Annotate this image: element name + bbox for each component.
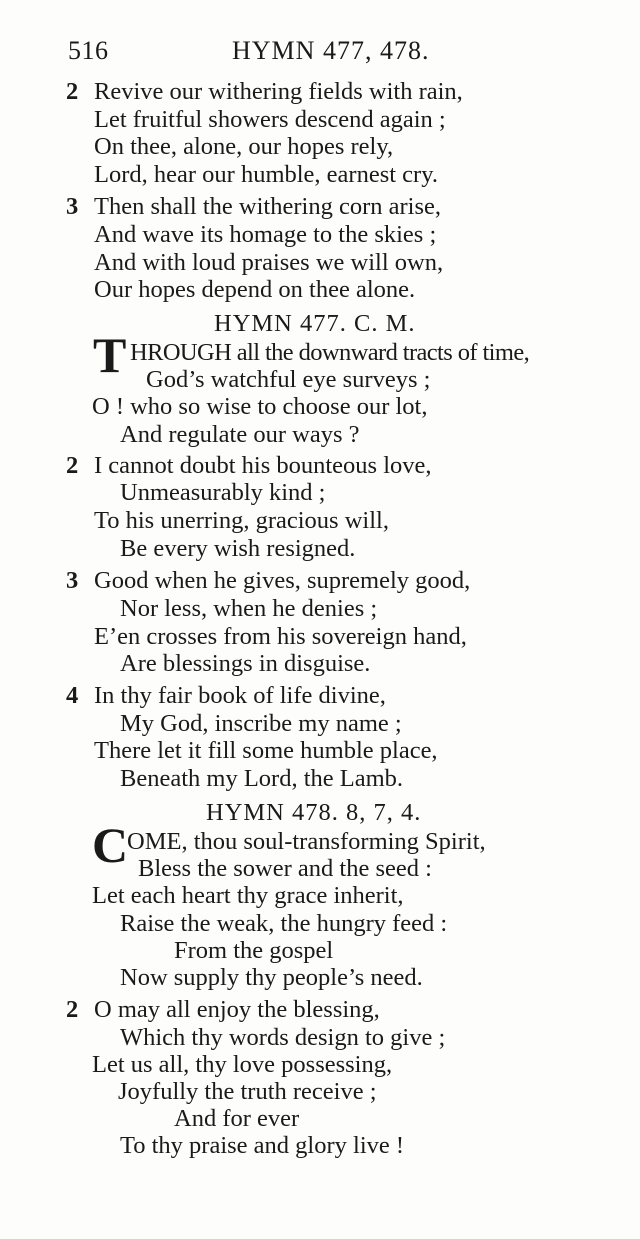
hymn-title: HYMN 477. C. M. bbox=[214, 310, 416, 337]
verse-line: Lord, hear our humble, earnest cry. bbox=[94, 161, 438, 188]
verse-line: Bless the sower and the seed : bbox=[138, 855, 432, 882]
verse-line: Which thy words design to give ; bbox=[120, 1024, 446, 1051]
verse-line: Joyfully the truth receive ; bbox=[118, 1078, 377, 1105]
verse-line: To thy praise and glory live ! bbox=[120, 1132, 405, 1159]
verse-line: Raise the weak, the hungry feed : bbox=[120, 910, 448, 937]
verse-line: Beneath my Lord, the Lamb. bbox=[120, 765, 404, 792]
verse-number: 2 bbox=[66, 78, 79, 105]
verse-line: And for ever bbox=[174, 1105, 300, 1132]
drop-cap: C bbox=[92, 817, 129, 873]
verse-line: Be every wish resigned. bbox=[120, 535, 356, 562]
verse-line: On thee, alone, our hopes rely, bbox=[94, 133, 394, 160]
verse-line: From the gospel bbox=[174, 937, 334, 964]
verse-line: Our hopes depend on thee alone. bbox=[94, 276, 416, 303]
verse-number: 3 bbox=[66, 193, 79, 220]
verse-line: Then shall the withering corn arise, bbox=[94, 193, 441, 220]
verse-line: And with loud praises we will own, bbox=[94, 249, 444, 276]
verse-line: Good when he gives, supremely good, bbox=[94, 567, 471, 594]
running-head: HYMN 477, 478. bbox=[232, 36, 430, 65]
verse-number: 2 bbox=[66, 996, 79, 1023]
verse-line: O ! who so wise to choose our lot, bbox=[92, 393, 428, 420]
verse-line: Let us all, thy love possessing, bbox=[92, 1051, 393, 1078]
verse-line: And wave its homage to the skies ; bbox=[94, 221, 437, 248]
verse-line: O may all enjoy the blessing, bbox=[94, 996, 380, 1023]
verse-line: OME, thou soul-transforming Spirit, bbox=[127, 828, 486, 855]
verse-line: To his unerring, gracious will, bbox=[94, 507, 389, 534]
verse-line: Are blessings in disguise. bbox=[120, 650, 371, 677]
verse-line: God’s watchful eye surveys ; bbox=[146, 366, 431, 393]
verse-line: HROUGH all the downward tracts of time, bbox=[130, 339, 530, 366]
hymn-title: HYMN 478. 8, 7, 4. bbox=[206, 799, 422, 826]
page-header bbox=[0, 36, 640, 70]
verse-line: My God, inscribe my name ; bbox=[120, 710, 402, 737]
page-number: 516 bbox=[68, 36, 109, 65]
verse-line: Revive our withering fields with rain, bbox=[94, 78, 463, 105]
verse-number: 2 bbox=[66, 452, 79, 479]
verse-line: There let it fill some humble place, bbox=[94, 737, 438, 764]
verse-line: Nor less, when he denies ; bbox=[120, 595, 378, 622]
verse-number: 4 bbox=[66, 682, 79, 709]
drop-cap: T bbox=[93, 327, 127, 383]
verse-line: Let fruitful showers descend again ; bbox=[94, 106, 446, 133]
verse-line: Unmeasurably kind ; bbox=[120, 479, 326, 506]
verse-number: 3 bbox=[66, 567, 79, 594]
verse-line: And regulate our ways ? bbox=[120, 421, 360, 448]
verse-line: In thy fair book of life divine, bbox=[94, 682, 386, 709]
verse-line: E’en crosses from his sovereign hand, bbox=[94, 623, 467, 650]
verse-line: Now supply thy people’s need. bbox=[120, 964, 423, 991]
verse-line: I cannot doubt his bounteous love, bbox=[94, 452, 432, 479]
verse-line: Let each heart thy grace inherit, bbox=[92, 882, 404, 909]
